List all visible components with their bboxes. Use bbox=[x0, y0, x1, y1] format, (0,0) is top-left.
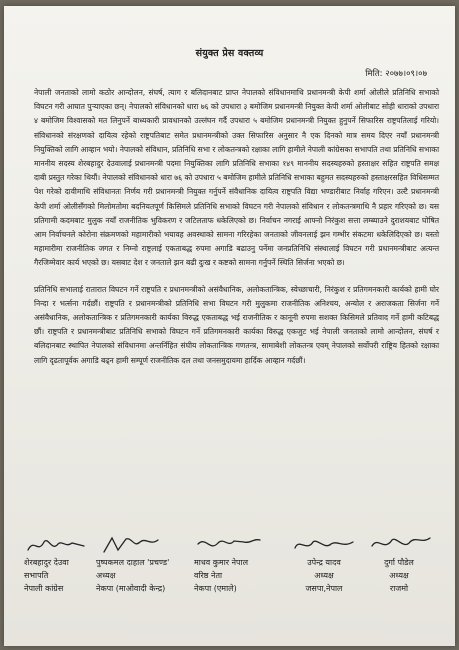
signatory-party: जसपा,नेपाल bbox=[305, 584, 343, 593]
signatory bbox=[194, 534, 264, 595]
signatory-title: अध्यक्ष bbox=[389, 571, 409, 580]
signatory-name: शेरबहादुर देउवा bbox=[24, 558, 69, 567]
handwritten-signature bbox=[194, 534, 264, 556]
signatory bbox=[364, 534, 434, 595]
handwritten-signature bbox=[364, 534, 434, 556]
signatory-party: नेकपा (माओवादी केन्द्र) bbox=[96, 584, 166, 593]
signatory-name: पुष्पकमल दाहाल 'प्रचण्ड' bbox=[96, 558, 170, 567]
signatory-name: उपेन्द्र यादव bbox=[307, 558, 341, 567]
signatory-title: अध्यक्ष bbox=[96, 571, 116, 580]
signatory-title: अध्यक्ष bbox=[314, 571, 334, 580]
signatory-party: राजमो bbox=[389, 584, 409, 593]
signature-block bbox=[24, 534, 444, 644]
press-statement-page bbox=[4, 6, 455, 646]
signatory-name: दुर्गा पौडेल bbox=[384, 558, 414, 567]
handwritten-signature bbox=[24, 534, 94, 556]
document-title: संयुक्त प्रेस वक्तव्य bbox=[195, 48, 264, 59]
document-date: मिति: २०७७।०९।०७ bbox=[365, 69, 427, 79]
paragraph: नेपाली जनताको लामो कठोर आन्दोलन, संघर्ष, त्याग र बलिदानबाट प्राप्त नेपालको संविधानमाथि प्रधानमन्त्री केपी शर्मा ओलीले प्रतिनिधि सभाको विघटन गरी आघात पुर्‍याएका छन्। नेपालको संविधानको धारा ७६ को उपधारा ३ बमोजिम प्रधानमन्त्री नियुक्त केपी शर्मा ओलीबाट सोही धाराको उपधारा ४ बमोजिम विश्वासको मत लिनुपर्ने बाध्यकारी प्रावधानको उल्लंघन गर्दै उपधारा ५ बमोजिम प्रधानमन्त्री नियुक्त हुनुपर्ने सिफारिस राष्ट्रपतिलाई गरियो। संविधानको संरक्षणको दायित्व रहेको राष्ट्रपतिबाट समेत प्रधानमन्त्रीको उक्त सिफारिस अनुसार नै एक दिनको मात्र समय दिएर नयाँ प्रधानमन्त्री नियुक्तिको लागि आव्हान भयो। नेपालको संविधान, प्रतिनिधि सभा र लोकतन्त्रको रक्षाका लागि हामीले नेपाली कांग्रेसका सभापति तथा प्रतिनिधि सभाका माननीय सदस्य शेरबहादुर देउवालाई प्रधानमन्त्री पदमा नियुक्तिका लागि प्रतिनिधि सभाका १४९ माननीय सदस्यहरुको हस्ताक्षर सहित राष्ट्रपति समक्ष दाबी प्रस्तुत गरेका थियौं। नेपालको संविधानको धारा ७६ को उपधारा ५ बमोजिम हामीले प्रतिनिधि सभाका बहुमत सदस्यहरुको हस्ताक्षरसहित विधिसम्मत पेश गरेको दावीमाथि संविधानतः निर्णय गरी प्रधानमन्त्री नियुक्त गर्नुपर्ने संवैधानिक दायित्व राष्ट्रपति विद्या भण्डारीबाट निर्वाह गरिएन। उल्टै प्रधानमन्त्री केपी शर्मा ओलीसँगको मिलोमतोमा बदनियतपूर्ण किसिमले प्रतिनिधि सभाको विघटन गरी नेपालको संविधान र लोकतन्त्रमाथि नै प्रहार गरिएको छ। यस प्रतिगामी कदमबाट मुलुक नयाँ राजनीतिक भुविकरण र जटिलताफ धकेलिएको छ। निर्वाचन नगराई आफ्नो निरंकुश सत्ता लम्ब्याउने दुराशयबाट घोषित आम निर्वाचनले कोरोना संक्रमणको महामारीको भयावह अवस्थाको सामना गरिरहेका जनताको जीवनलाई झन गम्भीर संकटमा धकेलिदिएको छ। यस्तो महामारीमा राजनीतिक जगत र निम्नो राष्ट्रलाई एकताबद्ध रुपमा अगाडि बढाउनु पर्नेमा जनप्रतिनिधि संस्थालाई विघटन गरी प्रधानमन्त्रीबाट अत्यन्त गैरजिम्मेवार कार्य भएको छ। यसबाट देश र जनताले झन बढी दुःख र कष्टको सामना गर्नुपर्ने स्थिति सिर्जना भएको छ। bbox=[34, 88, 439, 268]
signatory bbox=[24, 534, 94, 595]
handwritten-signature bbox=[289, 534, 359, 556]
paragraph: प्रतिनिधि सभालाई रातारात विघटन गर्ने राष्ट्रपति र प्रधानमन्त्रीको असंवैधानिक, अलोकतान्त्रिक, स्वेच्छाचारी, निरंकुश र प्रतिगमनकारी कार्यको हामी घोर निन्दा र भर्त्सना गर्दछौं। राष्ट्रपति र प्रधानमन्त्रीको प्रतिनिधि सभा विघटन गरी मुलुकमा राजनीतिक अनिश्चय, अन्योल र अराजकता सिर्जना गर्ने असंवैधानिक, अलोकतान्त्रिक र प्रतिगमनकारी कार्यका विरुद्ध एकताबद्ध भई राजनीतिक र कानूनी रुपमा सशक्त किसिमले प्रतिवाद गर्ने हामी कटिबद्ध छौं। राष्ट्रपति र प्रधानमन्त्रीबाट प्रतिनिधि सभाको विघटन गर्ने प्रतिगमनकारी कार्यका विरुद्ध एकजुट भई नेपाली जनताको लामो आन्दोलन, संघर्ष र बलिदानबाट स्थापित नेपालको संविधानमा अन्तर्निहित संघीय लोकतान्त्रिक गणतन्त्र, सामाबेशी लोकतन्त्र एवम् नेपालको सर्वोपरी राष्ट्रिय हितको रक्षाका लागि दृढतापूर्वक अगाडि बढ्न हामी सम्पूर्ण राजनीतिक दल तथा जनसमुदायमा हार्दिक आव्हान गर्दछौं। bbox=[34, 284, 439, 365]
handwritten-signature bbox=[96, 534, 166, 556]
signatory-title: सभापति bbox=[24, 571, 49, 580]
signatory-party: नेकपा (एमाले) bbox=[194, 584, 237, 593]
signatory bbox=[96, 534, 169, 595]
statement-body bbox=[34, 86, 439, 368]
signatory bbox=[289, 534, 359, 595]
signatory-name: माधव कुमार नेपाल bbox=[194, 558, 249, 567]
signatory-party: नेपाली कांग्रेस bbox=[24, 584, 64, 593]
signatory-title: वरिष्ठ नेता bbox=[194, 571, 223, 580]
